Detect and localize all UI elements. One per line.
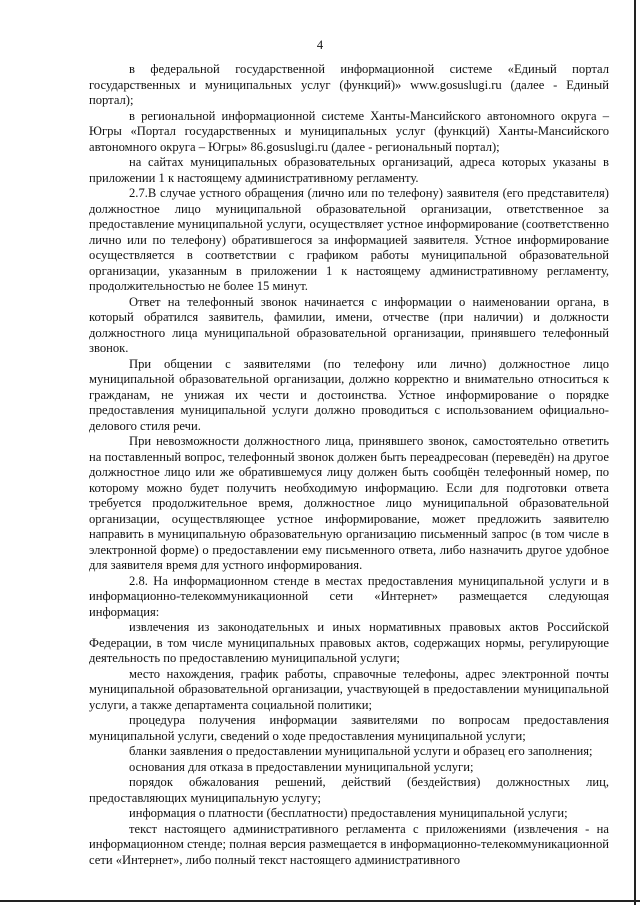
paragraph-6: При общении с заявителями (по телефону или лично) должностное лицо муниципальной образовательной организации, должно корректно и внимательно относиться к гражданам, не унижая их чести и достоинства. Устное информирование о порядке предоставления муниципальной услуги должно проводиться с использованием официально-делового стиля речи.: [89, 356, 609, 433]
scan-edge-right: [634, 0, 636, 905]
paragraph-13: основания для отказа в предоставлении муниципальной услуги;: [129, 759, 474, 774]
paragraph-1: в федеральной государственной информационной системе «Единый портал государственных и муниципальных услуг (функций)» www.gosuslugi.ru (далее - Единый портал);: [89, 62, 609, 107]
paragraph-8: 2.8. На информационном стенде в местах предоставления муниципальной услуги и в информационно-телекоммуникационной сети «Интернет» размещается следующая информация:: [89, 573, 609, 619]
paragraph-11: процедура получения информации заявителями по вопросам предоставления муниципальной услуги, сведений о ходе предоставления муниципальной услуги;: [89, 713, 609, 743]
paragraph-5: Ответ на телефонный звонок начинается с информации о наименовании органа, в который обратился заявитель, фамилии, имени, отчестве (при наличии) и должности должностного лица муниципальной образовательной организации, принявшего телефонный звонок.: [89, 294, 609, 355]
paragraph-12: бланки заявления о предоставлении муниципальной услуги и образец его заполнения;: [129, 744, 593, 758]
paragraph-2: в региональной информационной системе Ханты-Мансийского автономного округа – Югры «Портал государственных и муниципальных услуг (функций) Ханты-Мансийского автономного округа – Югры» 86.gosuslugi.ru (далее - региональный портал);: [89, 108, 609, 154]
paragraph-10: место нахождения, график работы, справочные телефоны, адрес электронной почты муниципальной образовательной организации, участвующей в предоставлении муниципальной услуги, а также департамента социальной политики;: [89, 666, 609, 712]
paragraph-16: текст настоящего административного регламента с приложениями (извлечения - на информационном стенде; полная версия размещается в информационно-телекоммуникационной сети «Интернет», либо полный текст настоящего административного: [89, 821, 609, 867]
scan-edge-bottom: [0, 900, 640, 902]
body-text: [89, 62, 609, 868]
paragraph-9: извлечения из законодательных и иных нормативных правовых актов Российской Федерации, в том числе муниципальных правовых актов, содержащих нормы, регулирующие деятельность по предоставлению муниципальной услуги;: [89, 620, 609, 665]
page-number: 4: [316, 38, 324, 52]
paragraph-3: на сайтах муниципальных образовательных организаций, адреса которых указаны в приложении 1 к настоящему административному регламенту.: [89, 155, 609, 185]
paragraph-15: информация о платности (бесплатности) предоставления муниципальной услуги;: [129, 806, 568, 820]
paragraph-7: При невозможности должностного лица, принявшего звонок, самостоятельно ответить на поставленный вопрос, телефонный звонок должен быть переадресован (переведён) на другое должностное лицо или же обратившемуся лицу должен быть сообщён телефонный номер, по которому можно будет получить необходимую информацию. Если для подготовки ответа требуется продолжительное время, должностное лицо муниципальной образовательной организации, осуществляющее устное информирование, может предложить заявителю направить в муниципальную образовательную организацию письменный запрос (в том числе в электронной форме) о предоставлении ему письменного ответа, либо назначить другое удобное для заявителя время для устного информирования.: [89, 434, 609, 572]
paragraph-4: 2.7.В случае устного обращения (лично или по телефону) заявителя (его представителя) должностное лицо муниципальной образовательной организации, ответственное за предоставление муниципальной услуги, осуществляет устное информирование (соответственно лично или по телефону) обратившегося за информацией заявителя. Устное информирование осуществляется в соответствии с графиком работы муниципальной образовательной организации, указанным в приложении 1 к настоящему административному регламенту, продолжительностью не более 15 минут.: [89, 186, 609, 293]
paragraph-14: порядок обжалования решений, действий (бездействия) должностных лиц, предоставляющих муниципальную услугу;: [89, 775, 609, 805]
